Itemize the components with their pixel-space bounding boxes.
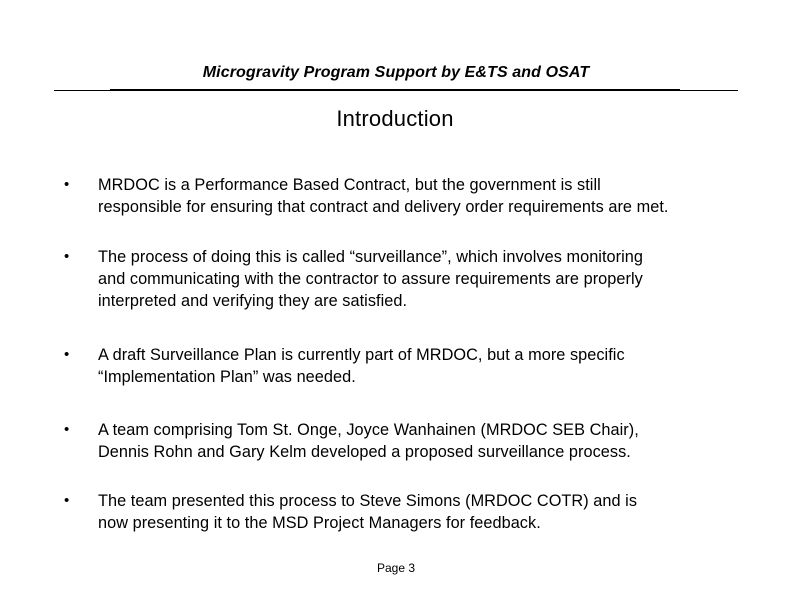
slide-header-title: Microgravity Program Support by E&TS and OSAT — [202, 64, 590, 81]
bullet-line: now presenting it to the MSD Project Managers for feedback. — [98, 514, 541, 532]
header-rule-left — [54, 90, 110, 91]
bullet-line: Dennis Rohn and Gary Kelm developed a proposed surveillance process. — [98, 443, 631, 461]
bullet-line: A draft Surveillance Plan is currently part of MRDOC, but a more specific — [98, 346, 625, 364]
bullet-line: The process of doing this is called “surveillance”, which involves monitoring — [98, 248, 643, 266]
bullet-line: interpreted and verifying they are satisfied. — [98, 292, 408, 310]
header-rule-right — [680, 90, 738, 91]
bullet-marker: • — [64, 248, 70, 265]
bullet-line: A team comprising Tom St. Onge, Joyce Wanhainen (MRDOC SEB Chair), — [98, 421, 639, 439]
bullet-line: The team presented this process to Steve Simons (MRDOC COTR) and is — [98, 492, 638, 510]
page-number: Page 3 — [376, 561, 416, 575]
bullet-text — [98, 490, 758, 534]
bullet-line: “Implementation Plan” was needed. — [98, 368, 356, 386]
bullet-line: MRDOC is a Performance Based Contract, but the government is still — [98, 176, 601, 194]
bullet-marker: • — [64, 421, 70, 438]
bullet-line: responsible for ensuring that contract and delivery order requirements are met. — [98, 198, 669, 216]
bullet-line: and communicating with the contractor to assure requirements are properly — [98, 270, 643, 288]
section-title-text: Introduction — [336, 106, 454, 131]
bullet-text — [98, 246, 758, 312]
header-rule-center — [110, 89, 680, 91]
bullet-marker: • — [64, 492, 70, 509]
bullet-text — [98, 419, 758, 463]
bullet-marker: • — [64, 176, 70, 193]
section-title — [0, 106, 792, 132]
bullet-marker: • — [64, 346, 70, 363]
bullet-text — [98, 344, 758, 388]
bullet-text — [98, 174, 758, 218]
